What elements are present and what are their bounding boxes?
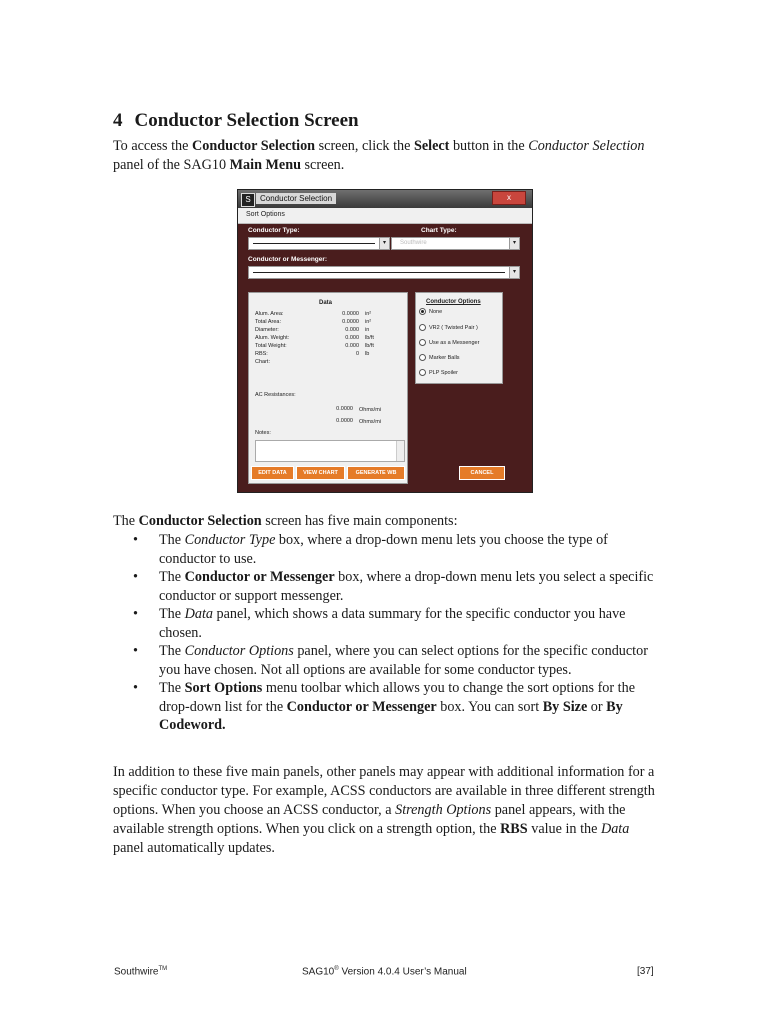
- text: Conductor or Messenger: [286, 698, 437, 715]
- section-number: 4: [113, 110, 123, 131]
- text: menu toolbar which allows you to change the sort options for the drop-down list for the: [159, 680, 636, 715]
- radio-icon[interactable]: [419, 339, 426, 346]
- cancel-button[interactable]: CANCEL: [459, 466, 505, 480]
- data-key: Chart:: [255, 359, 270, 365]
- radio-selected-icon[interactable]: [419, 308, 426, 315]
- components-list: [113, 531, 658, 735]
- chevron-down-icon[interactable]: ▾: [509, 267, 519, 278]
- data-value: 0.000: [345, 343, 359, 349]
- data-key: Total Weight:: [255, 343, 287, 349]
- radio-icon[interactable]: [419, 354, 426, 361]
- text: Data: [600, 821, 630, 837]
- ac-resistances-label: AC Resistances:: [255, 392, 296, 398]
- text: The: [159, 680, 185, 696]
- text: box. You can sort: [436, 698, 543, 715]
- data-row: [255, 311, 405, 319]
- footer-title: [302, 966, 467, 977]
- window-titlebar: [238, 190, 532, 208]
- ac-value: 0.0000: [336, 418, 353, 424]
- data-row: [255, 335, 405, 343]
- data-row: [255, 319, 405, 327]
- dropdown-value-line: [253, 272, 505, 273]
- data-value: 0.0000: [342, 319, 359, 325]
- notes-field[interactable]: [255, 440, 405, 462]
- conductor-messenger-label: Conductor or Messenger:: [248, 256, 328, 263]
- data-value: 0: [355, 351, 359, 357]
- text: box, where a drop-down menu lets you select a specific conductor or support messenger.: [159, 569, 654, 604]
- section-heading: [113, 110, 359, 132]
- chart-type-dropdown[interactable]: [391, 237, 520, 250]
- view-chart-button[interactable]: VIEW CHART: [296, 466, 345, 480]
- text: Conductor Selection: [528, 138, 645, 154]
- text: Sort Options: [184, 680, 263, 696]
- text: Conductor Options: [184, 643, 294, 659]
- text: The: [159, 606, 185, 622]
- conductor-type-label: Conductor Type:: [248, 227, 300, 234]
- components-intro: [113, 512, 653, 531]
- data-value: 0.0000: [342, 311, 359, 317]
- conductor-type-dropdown[interactable]: [248, 237, 390, 250]
- text: panel, where you can select options for the specific conductor you have chosen. Not all options are available for some conductor types.: [159, 643, 648, 678]
- text: By Size: [542, 698, 588, 715]
- text: ®: [334, 966, 339, 972]
- text: In addition to these five main panels, other panels may appear with additional information for a specific conductor type. For example, ACSS conductors are available in three different strength options. When you choose an ACSS conductor, a: [113, 764, 655, 818]
- option-messenger[interactable]: [419, 339, 479, 346]
- chart-type-value: Southwire: [400, 240, 427, 246]
- text: The: [113, 513, 139, 529]
- text: value in the: [527, 821, 601, 837]
- sort-options-menu[interactable]: Sort Options: [246, 211, 285, 218]
- option-vr2[interactable]: [419, 324, 478, 331]
- text: The: [159, 569, 185, 585]
- text: Conductor Selection: [138, 513, 262, 529]
- section-title: Conductor Selection Screen: [134, 110, 359, 131]
- data-value: 0.000: [345, 327, 359, 333]
- text: panel automatically updates.: [113, 840, 275, 856]
- footer-brand: [114, 966, 167, 977]
- data-unit: lb/ft: [365, 343, 374, 349]
- text: panel of the SAG10: [113, 157, 230, 173]
- data-key: Diameter:: [255, 327, 279, 333]
- text: Main Menu: [229, 157, 301, 173]
- conductor-options-panel: [415, 292, 503, 384]
- text: Conductor Type: [184, 532, 276, 548]
- ac-unit: Ohms/mi: [359, 407, 381, 413]
- window-title: Conductor Selection: [256, 193, 336, 204]
- close-button[interactable]: x: [492, 191, 526, 205]
- notes-label: Notes:: [255, 430, 271, 436]
- radio-icon[interactable]: [419, 324, 426, 331]
- option-label: VR2 ( Twisted Pair ): [429, 324, 478, 331]
- text: TM: [158, 966, 168, 972]
- generate-wb-button[interactable]: GENERATE WB: [347, 466, 405, 480]
- data-unit: in: [365, 327, 370, 333]
- list-item: [113, 568, 658, 605]
- text: The: [159, 532, 185, 548]
- chevron-down-icon[interactable]: ▾: [509, 238, 519, 249]
- list-item: [113, 679, 658, 735]
- data-unit: lb: [365, 351, 370, 357]
- data-row: [255, 343, 405, 351]
- ac-value: 0.0000: [336, 406, 353, 412]
- notes-scrollbar[interactable]: [396, 441, 404, 461]
- text: RBS: [500, 821, 528, 837]
- text: screen, click the: [315, 138, 414, 154]
- text: SAG10: [302, 966, 335, 978]
- data-key: Alum. Weight:: [255, 335, 290, 341]
- data-key: Alum. Area:: [255, 311, 284, 317]
- text: Conductor Selection: [191, 138, 316, 154]
- option-plp-spoiler[interactable]: [419, 369, 458, 376]
- text: Strength Options: [395, 802, 492, 818]
- list-item: [113, 605, 658, 642]
- menu-bar: [238, 208, 532, 224]
- text: or: [587, 698, 607, 715]
- conductor-options-title: Conductor Options: [426, 299, 481, 305]
- text: Version 4.0.4 User’s Manual: [338, 966, 467, 978]
- data-row: [255, 351, 405, 359]
- text: screen.: [300, 157, 345, 173]
- text: The: [159, 643, 185, 659]
- ac-unit: Ohms/mi: [359, 419, 381, 425]
- option-label: Use as a Messenger: [429, 339, 480, 346]
- text: Southwire: [114, 966, 159, 978]
- text: Select: [413, 138, 450, 154]
- data-key: Total Area:: [255, 319, 281, 325]
- list-item: [113, 642, 658, 679]
- closing-paragraph: [113, 763, 661, 858]
- chart-type-label: Chart Type:: [421, 227, 457, 234]
- text: By Codeword.: [159, 698, 623, 733]
- dropdown-value-line: [253, 243, 375, 244]
- text: screen has five main components:: [261, 513, 458, 529]
- chevron-down-icon[interactable]: ▾: [379, 238, 389, 249]
- list-item: [113, 531, 658, 568]
- edit-data-button[interactable]: EDIT DATA: [251, 466, 294, 480]
- option-marker-balls[interactable]: [419, 354, 460, 361]
- conductor-selection-screenshot: [237, 189, 533, 493]
- text: Data: [184, 606, 213, 622]
- option-label: PLP Spoiler: [429, 369, 458, 376]
- text: Conductor or Messenger: [184, 569, 335, 585]
- data-panel-title: Data: [319, 300, 333, 306]
- intro-paragraph: [113, 137, 653, 175]
- text: panel, which shows a data summary for the specific conductor you have chosen.: [159, 606, 626, 641]
- radio-icon[interactable]: [419, 369, 426, 376]
- option-label: None: [429, 308, 443, 315]
- text: button in the: [449, 138, 529, 154]
- text: box, where a drop-down menu lets you choose the type of conductor to use.: [159, 532, 608, 567]
- data-panel: [248, 292, 408, 484]
- app-logo-icon: S: [241, 193, 255, 207]
- text: panel appears, with the available strength options. When you click on a strength option, the: [113, 802, 626, 837]
- option-label: Marker Balls: [429, 354, 460, 361]
- text: To access the: [113, 138, 192, 154]
- conductor-messenger-dropdown[interactable]: [248, 266, 520, 279]
- data-unit: in²: [365, 319, 372, 325]
- data-unit: in²: [365, 311, 372, 317]
- option-none[interactable]: [419, 308, 442, 315]
- data-row: [255, 327, 405, 335]
- data-value: 0.000: [345, 335, 359, 341]
- page-number: [37]: [637, 966, 654, 977]
- data-unit: lb/ft: [365, 335, 374, 341]
- data-row: [255, 359, 405, 367]
- data-key: RBS:: [255, 351, 268, 357]
